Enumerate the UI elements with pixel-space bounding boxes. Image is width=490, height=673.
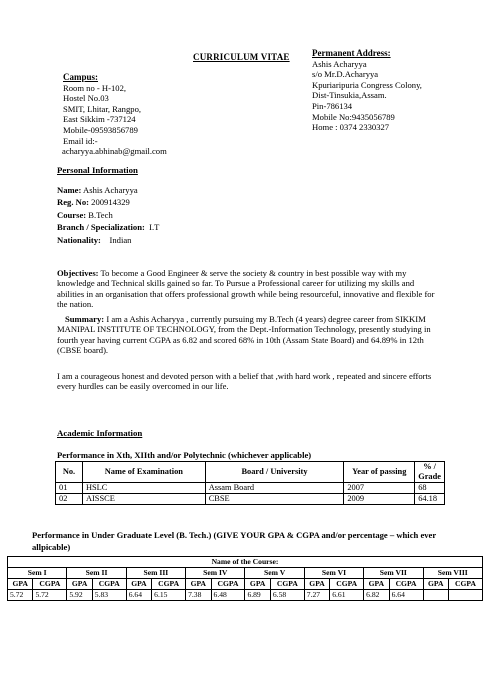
academic-info-heading: Academic Information	[57, 428, 143, 438]
gpa-header-cell: CGPA	[152, 579, 186, 590]
table-header-cell: % / Grade	[415, 462, 445, 483]
semester-header-cell: Sem III	[126, 568, 185, 579]
reg-label: Reg. No:	[57, 197, 89, 208]
course-value: B.Tech	[88, 209, 113, 220]
gpa-header-cell: GPA	[364, 579, 389, 590]
semester-header-cell: Sem VI	[304, 568, 363, 579]
campus-line: SMIT, Lhitar, Rangpo,	[63, 103, 142, 114]
campus-line: Mobile-09593856789	[63, 124, 138, 135]
gpa-header-cell: GPA	[304, 579, 329, 590]
score-cell: 6.15	[152, 590, 186, 601]
gpa-header-cell: CGPA	[211, 579, 245, 590]
score-cell: 7.38	[186, 590, 211, 601]
semester-header-cell: Sem I	[8, 568, 67, 579]
personal-info-heading: Personal Information	[57, 165, 138, 175]
table-cell: Assam Board	[205, 483, 344, 494]
score-row	[8, 590, 483, 601]
permanent-line: Kpuriaripuria Congress Colony,	[312, 79, 422, 90]
permanent-line: s/o Mr.D.Acharyya	[312, 69, 379, 80]
gpa-header-cell: GPA	[186, 579, 211, 590]
permanent-line: Pin-786134	[312, 100, 353, 111]
table-cell: 2009	[344, 494, 415, 505]
score-cell: 5.83	[92, 590, 126, 601]
branch-label: Branch / Specialization:	[57, 222, 145, 233]
branch-value: I.T	[149, 222, 160, 233]
nationality-label: Nationality:	[57, 234, 101, 245]
score-cell: 6.58	[270, 590, 304, 601]
permanent-line: Ashis Acharyya	[312, 58, 367, 69]
permanent-line: Mobile No:9435056789	[312, 111, 395, 122]
score-cell	[423, 590, 448, 601]
reg-value: 200914329	[91, 197, 130, 208]
score-cell: 6.64	[389, 590, 423, 601]
score-cell	[448, 590, 482, 601]
gpa-header-cell: CGPA	[92, 579, 126, 590]
closing-paragraph: I am a courageous honest and devoted person with a belief that ,with hard work , repeated and sincere efforts every hurdles can be easily overcomed in our life.	[57, 371, 432, 392]
score-cell: 6.48	[211, 590, 245, 601]
score-cell: 5.92	[67, 590, 92, 601]
campus-address-block	[63, 72, 167, 157]
gpa-header-cell: GPA	[245, 579, 270, 590]
semester-header-cell: Sem V	[245, 568, 304, 579]
document-title: CURRICULUM VITAE	[193, 52, 290, 62]
gpa-header-cell: CGPA	[448, 579, 482, 590]
semester-header-cell: Sem VIII	[423, 568, 482, 579]
course-row	[57, 210, 159, 221]
gpa-header-cell: GPA	[8, 579, 33, 590]
score-cell: 6.82	[364, 590, 389, 601]
nationality-value: Indian	[109, 234, 132, 245]
score-cell: 5.72	[33, 590, 67, 601]
summary-paragraph	[57, 314, 437, 356]
semester-header-row	[8, 568, 483, 579]
gpa-header-cell: GPA	[67, 579, 92, 590]
gpa-header-cell: CGPA	[330, 579, 364, 590]
secondary-performance-caption: Performance in Xth, XIIth and/or Polytechnic (whichever applicable)	[57, 450, 312, 460]
table-header-cell: Name of Examination	[82, 462, 205, 483]
table-cell: 2007	[344, 483, 415, 494]
score-cell: 6.89	[245, 590, 270, 601]
table-cell: HSLC	[82, 483, 205, 494]
table-header-row	[56, 462, 445, 483]
score-cell: 5.72	[8, 590, 33, 601]
table-cell: CBSE	[205, 494, 344, 505]
table-cell: AISSCE	[82, 494, 205, 505]
email-value: acharyya.abhinab@gmail.com	[62, 146, 167, 157]
table-cell: 02	[56, 494, 83, 505]
summary-label: Summary:	[65, 314, 105, 324]
name-value: Ashis Acharyya	[83, 184, 138, 195]
campus-line: East Sikkim -737124	[63, 114, 136, 125]
course-label: Course:	[57, 209, 87, 220]
summary-text: I am a Ashis Acharyya , currently pursuing my B.Tech (4 years) degree career from SIKKIM MANIPAL INSTITUTE OF TECHNOLOGY, from the Dept.-Information Technology, presently studying in fourth year having current CGPA as 6.82 and scored 68% in 10th (Assam State Board) and 64.89% in 12th (CBSE board).	[57, 314, 431, 356]
secondary-performance-table	[55, 461, 445, 505]
undergraduate-performance-table	[7, 556, 483, 601]
nationality-row	[57, 235, 159, 246]
course-name-cell: Name of the Course:	[8, 557, 483, 568]
table-cell: 64.18	[415, 494, 445, 505]
name-row	[57, 185, 159, 196]
campus-heading: Campus:	[63, 72, 99, 82]
table-header-cell: Year of passing	[344, 462, 415, 483]
gpa-header-cell: GPA	[126, 579, 151, 590]
permanent-address-heading: Permanent Address:	[312, 48, 391, 58]
name-label: Name:	[57, 184, 82, 195]
table-row	[56, 483, 445, 494]
gpa-header-cell: CGPA	[389, 579, 423, 590]
campus-line: Email id:-	[63, 135, 98, 146]
campus-line: Hostel No.03	[63, 93, 109, 104]
table-header-cell: Board / University	[205, 462, 344, 483]
semester-header-cell: Sem II	[67, 568, 126, 579]
gpa-header-cell: GPA	[423, 579, 448, 590]
gpa-header-cell: CGPA	[270, 579, 304, 590]
objectives-label: Objectives:	[57, 268, 99, 278]
table-cell: 01	[56, 483, 83, 494]
table-cell: 68	[415, 483, 445, 494]
score-cell: 6.61	[330, 590, 364, 601]
permanent-address-block	[312, 48, 422, 133]
campus-line: Room no - H-102,	[63, 82, 127, 93]
objectives-text: To become a Good Engineer & serve the society & country in best possible way with my knowledge and Technical skills gained so far. To Pursue a Professional career for utilizing my skills and abilities in an organisation that offers professional growth while being resourceful, innovative and flexible for the nation.	[57, 268, 435, 310]
score-cell: 7.27	[304, 590, 329, 601]
semester-header-cell: Sem VII	[364, 568, 423, 579]
reg-row	[57, 197, 159, 208]
branch-row	[57, 222, 159, 233]
table-row	[56, 494, 445, 505]
gpa-header-cell: CGPA	[33, 579, 67, 590]
course-name-row	[8, 557, 483, 568]
undergraduate-performance-caption: Performance in Under Graduate Level (B. Tech.) (GIVE YOUR GPA & CGPA and/or percentage – which ever allpicable)	[32, 530, 437, 552]
permanent-line: Dist-Tinsukia,Assam.	[312, 90, 387, 101]
personal-info-block	[57, 165, 159, 246]
permanent-line: Home : 0374 2330327	[312, 122, 390, 133]
score-cell: 6.64	[126, 590, 151, 601]
objectives-paragraph	[57, 268, 437, 310]
semester-header-cell: Sem IV	[186, 568, 245, 579]
table-header-cell: No.	[56, 462, 83, 483]
gpa-header-row	[8, 579, 483, 590]
